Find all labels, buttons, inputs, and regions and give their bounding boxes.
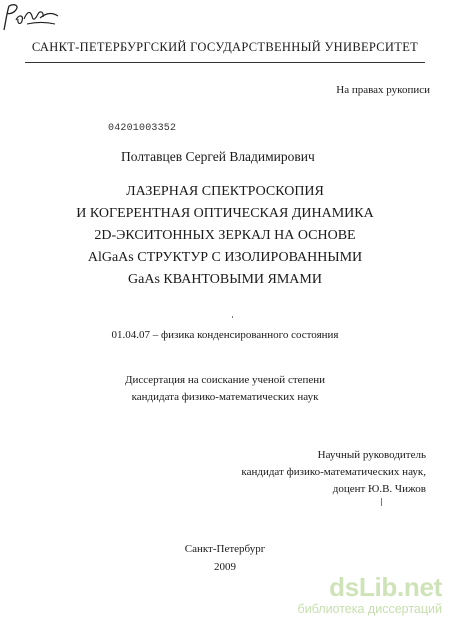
- author-signature: [0, 0, 62, 34]
- degree-line: Диссертация на соискание ученой степени: [124, 374, 326, 386]
- watermark: [277, 573, 442, 619]
- city: Санкт-Петербург: [184, 543, 266, 555]
- title-line: 2D-ЭКСИТОННЫХ ЗЕРКАЛ НА ОСНОВЕ: [94, 228, 356, 243]
- title-line: GaAs КВАНТОВЫМИ ЯМАМИ: [128, 272, 322, 287]
- scan-speck: [232, 316, 233, 318]
- watermark-tagline: библиотека диссертаций: [297, 602, 442, 616]
- manuscript-rights-note: На правах рукописи: [336, 84, 430, 96]
- degree-line: кандидата физико-математических наук: [131, 391, 319, 403]
- degree-statement: [0, 372, 450, 406]
- university-name: САНКТ-ПЕТЕРБУРГСКИЙ ГОСУДАРСТВЕННЫЙ УНИВЕРСИТЕТ: [31, 40, 419, 54]
- supervisor-name: доцент Ю.В. Чижов: [332, 483, 426, 495]
- title-line: ЛАЗЕРНАЯ СПЕКТРОСКОПИЯ: [126, 184, 324, 199]
- title-line: И КОГЕРЕНТНАЯ ОПТИЧЕСКАЯ ДИНАМИКА: [76, 206, 374, 221]
- supervisor-degree: кандидат физико-математических наук,: [241, 466, 426, 478]
- place-and-year: [0, 540, 450, 576]
- scientific-supervisor: [241, 447, 426, 498]
- header-divider: [25, 62, 425, 63]
- watermark-logo: dsLib.net: [329, 572, 442, 602]
- scan-speck: [381, 498, 382, 506]
- dissertation-title: [0, 181, 450, 291]
- year: 2009: [214, 561, 236, 573]
- author-name: Полтавцев Сергей Владимирович: [121, 149, 315, 164]
- specialty-code: 01.04.07 – физика конденсированного состояния: [111, 329, 339, 341]
- title-line: AlGaAs СТРУКТУР С ИЗОЛИРОВАННЫМИ: [87, 250, 363, 265]
- archive-number: 04201003352: [108, 123, 177, 134]
- supervisor-role: Научный руководитель: [317, 449, 426, 461]
